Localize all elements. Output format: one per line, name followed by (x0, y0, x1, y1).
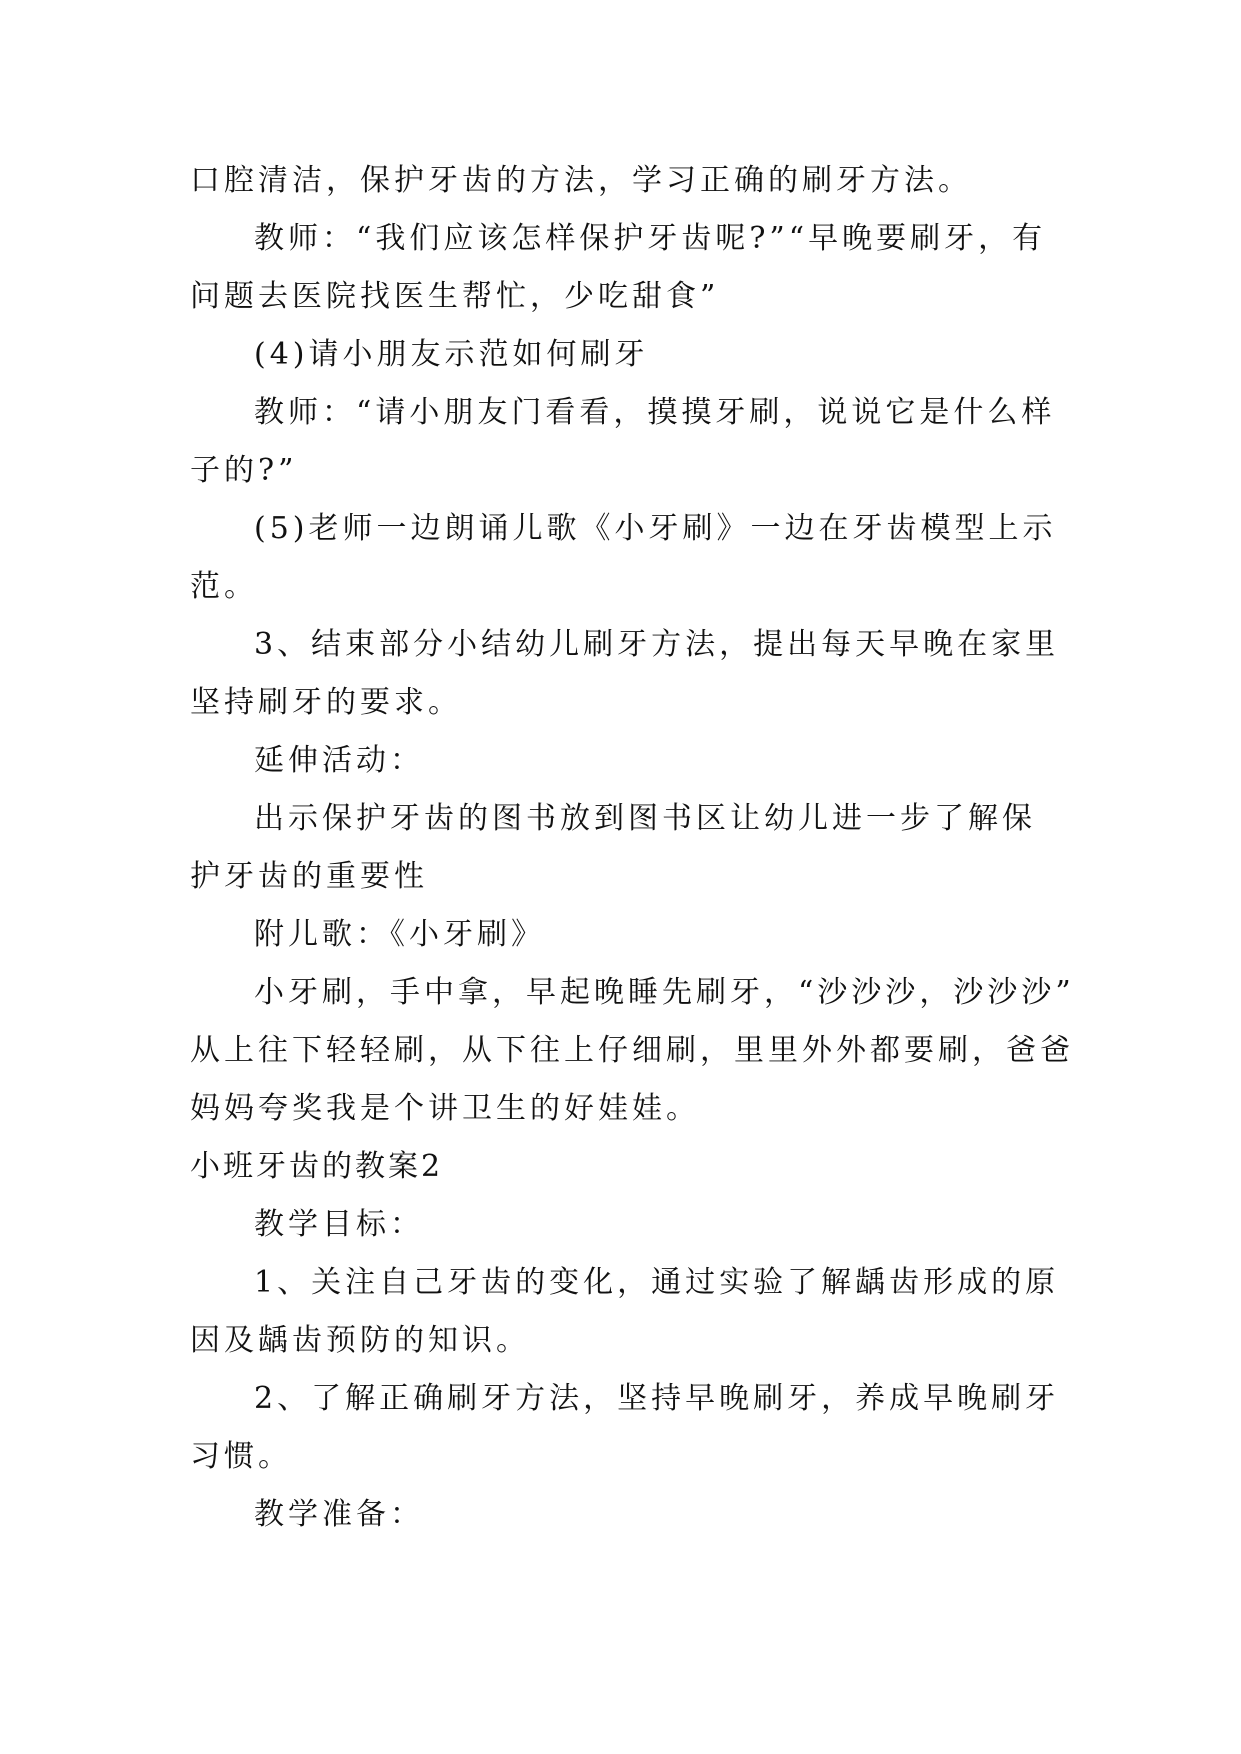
paragraph-line: 教师：“请小朋友门看看，摸摸牙刷，说说它是什么样 (254, 395, 1056, 430)
paragraph-line: 口腔清洁，保护牙齿的方法，学习正确的刷牙方法。 (190, 163, 972, 198)
section-label: 教学目标： (254, 1207, 424, 1242)
song-line: 妈妈夸奖我是个讲卫生的好娃娃。 (190, 1091, 700, 1126)
section-label: 延伸活动： (254, 743, 424, 778)
paragraph-line: 教师：“我们应该怎样保护牙齿呢?”“早晚要刷牙，有 (254, 221, 1047, 256)
step-5-line: (5)老师一边朗诵儿歌《小牙刷》一边在牙齿模型上示 (254, 511, 1057, 546)
goal-line: 因及龋齿预防的知识。 (190, 1323, 530, 1358)
paragraph-line: 护牙齿的重要性 (190, 859, 428, 894)
paragraph-line: 子的?” (190, 453, 298, 488)
paragraph-line: 坚持刷牙的要求。 (190, 685, 462, 720)
paragraph-line: 出示保护牙齿的图书放到图书区让幼儿进一步了解保 (254, 801, 1036, 836)
paragraph-line: 3、结束部分小结幼儿刷牙方法，提出每天早晚在家里 (254, 627, 1060, 662)
goal-line: 1、关注自己牙齿的变化，通过实验了解龋齿形成的原 (254, 1265, 1060, 1300)
song-line: 小牙刷，手中拿，早起晚睡先刷牙，“沙沙沙，沙沙沙” (254, 975, 1075, 1010)
step-4-line: (4)请小朋友示范如何刷牙 (254, 337, 649, 372)
paragraph-line: 问题去医院找医生帮忙，少吃甜食” (190, 279, 720, 314)
section-label: 教学准备： (254, 1497, 424, 1532)
goal-line: 2、了解正确刷牙方法，坚持早晚刷牙，养成早晚刷牙 (254, 1381, 1060, 1416)
document-body (190, 152, 1075, 1544)
paragraph-line: 范。 (190, 569, 258, 604)
lesson-plan-heading: 小班牙齿的教案2 (190, 1149, 444, 1184)
section-label: 附儿歌：《小牙刷》 (254, 917, 545, 952)
song-line: 从上往下轻轻刷，从下往上仔细刷，里里外外都要刷，爸爸 (190, 1033, 1074, 1068)
goal-line: 习惯。 (190, 1439, 292, 1474)
